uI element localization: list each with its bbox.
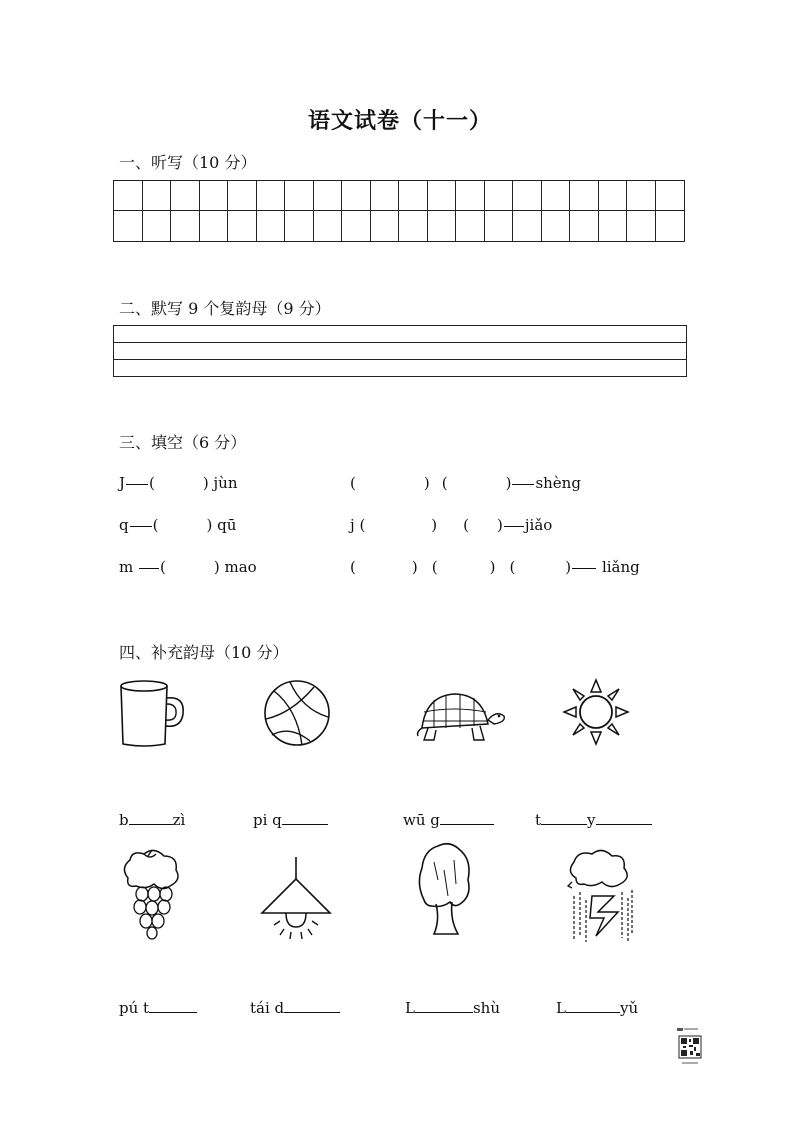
dash-line <box>504 526 524 527</box>
answer-blank[interactable] <box>284 998 340 1013</box>
grid-cell[interactable] <box>143 211 172 241</box>
fill-paren: ( <box>160 558 166 576</box>
grid-cell[interactable] <box>456 181 485 211</box>
word-text: b <box>119 811 129 829</box>
answer-blank[interactable] <box>566 998 620 1013</box>
fill-text: jùn <box>213 474 238 492</box>
grid-cell[interactable] <box>342 181 371 211</box>
fill-row-3-left <box>119 558 257 576</box>
grid-cell[interactable] <box>656 211 685 241</box>
grid-cell[interactable] <box>200 181 229 211</box>
word-1 <box>119 810 185 829</box>
fill-paren: ) <box>505 474 512 492</box>
tree-icon <box>414 840 474 940</box>
dash-line <box>130 526 152 527</box>
grid-cell[interactable] <box>428 181 457 211</box>
fill-row-1-right <box>350 474 581 492</box>
section-4-heading: 四、补充韵母（10 分） <box>119 643 289 662</box>
grid-cell[interactable] <box>656 181 685 211</box>
fill-paren: ) <box>489 558 496 576</box>
grid-cell[interactable] <box>513 181 542 211</box>
grid-cell[interactable] <box>285 211 314 241</box>
fill-text: jiǎo <box>524 516 553 534</box>
writing-lines[interactable] <box>113 325 687 377</box>
fill-row-3-right <box>350 558 640 576</box>
grid-cell[interactable] <box>314 211 343 241</box>
answer-blank[interactable] <box>129 810 173 825</box>
fill-paren: ( <box>149 474 155 492</box>
word-2 <box>253 810 328 829</box>
word-8 <box>556 998 638 1017</box>
fill-paren: ( <box>350 558 356 576</box>
ball-icon <box>262 679 332 747</box>
word-text: wū g <box>403 811 440 829</box>
grid-cell[interactable] <box>171 181 200 211</box>
answer-blank[interactable] <box>149 998 197 1013</box>
fill-text: shèng <box>535 474 581 492</box>
fill-text: mao <box>224 558 257 576</box>
fill-paren: ) <box>202 474 209 492</box>
fill-paren: ) <box>431 516 438 534</box>
grid-cell[interactable] <box>542 181 571 211</box>
qr-code-icon <box>676 1026 704 1068</box>
grid-cell[interactable] <box>114 211 143 241</box>
word-7 <box>405 998 500 1017</box>
grid-cell[interactable] <box>114 181 143 211</box>
grapes-icon <box>118 848 183 940</box>
grid-cell[interactable] <box>257 211 286 241</box>
answer-blank[interactable] <box>596 810 652 825</box>
word-text: L <box>405 999 415 1017</box>
turtle-icon <box>414 688 509 746</box>
grid-cell[interactable] <box>599 211 628 241</box>
word-text: y <box>587 811 596 829</box>
fill-paren: ( <box>509 558 516 576</box>
grid-cell[interactable] <box>513 211 542 241</box>
word-3 <box>403 810 494 829</box>
grid-cell[interactable] <box>143 181 172 211</box>
fill-text: liǎng <box>601 558 640 576</box>
answer-blank[interactable] <box>440 810 494 825</box>
word-text: pi q <box>253 811 282 829</box>
fill-row-2-left <box>119 516 236 534</box>
cup-icon <box>115 676 190 751</box>
grid-cell[interactable] <box>200 211 229 241</box>
grid-cell[interactable] <box>342 211 371 241</box>
answer-blank[interactable] <box>415 998 473 1013</box>
fill-paren: ( <box>350 474 356 492</box>
grid-cell[interactable] <box>485 211 514 241</box>
fill-text: q <box>119 516 129 534</box>
fill-text: J <box>119 474 126 492</box>
answer-blank[interactable] <box>282 810 328 825</box>
grid-cell[interactable] <box>371 211 400 241</box>
page-title: 语文试卷（十一） <box>307 108 492 134</box>
word-text: tái d <box>250 999 285 1017</box>
grid-cell[interactable] <box>257 181 286 211</box>
grid-cell[interactable] <box>428 211 457 241</box>
word-6 <box>250 998 340 1017</box>
fill-paren: ) <box>565 558 572 576</box>
word-text: t <box>535 811 542 829</box>
dash-line <box>512 484 534 485</box>
fill-paren: ( <box>152 516 159 534</box>
section-1-heading: 一、听写（10 分） <box>119 153 257 172</box>
fill-paren: ) <box>497 516 503 534</box>
dash-line <box>139 568 159 569</box>
fill-paren: ( <box>359 516 366 534</box>
grid-cell[interactable] <box>228 211 257 241</box>
grid-cell[interactable] <box>627 211 656 241</box>
grid-cell[interactable] <box>228 181 257 211</box>
grid-cell[interactable] <box>542 211 571 241</box>
fill-text: j <box>350 516 355 534</box>
grid-cell[interactable] <box>399 181 428 211</box>
dash-line <box>126 484 148 485</box>
sun-icon <box>556 672 636 752</box>
fill-paren: ( <box>463 516 470 534</box>
word-text: pú t <box>119 999 150 1017</box>
dictation-grid[interactable] <box>113 180 685 242</box>
grid-cell[interactable] <box>627 181 656 211</box>
writing-line[interactable] <box>114 360 686 376</box>
storm-icon <box>562 848 638 944</box>
fill-paren: ( <box>431 558 438 576</box>
lamp-icon <box>258 855 334 940</box>
word-text: zì <box>172 811 186 829</box>
grid-cell[interactable] <box>570 181 599 211</box>
grid-cell[interactable] <box>285 181 314 211</box>
grid-cell[interactable] <box>314 181 343 211</box>
fill-paren: ) <box>213 558 220 576</box>
fill-paren: ) <box>206 516 213 534</box>
word-5 <box>119 998 197 1017</box>
fill-row-1-left <box>119 474 238 492</box>
dash-line <box>572 568 596 569</box>
grid-cell[interactable] <box>485 181 514 211</box>
fill-paren: ) <box>411 558 418 576</box>
section-3-heading: 三、填空（6 分） <box>119 433 247 452</box>
word-4 <box>535 810 652 829</box>
grid-cell[interactable] <box>171 211 200 241</box>
fill-text: m <box>119 558 134 576</box>
word-text: shù <box>472 999 500 1017</box>
fill-paren: ( <box>441 474 448 492</box>
grid-cell[interactable] <box>456 211 485 241</box>
grid-cell[interactable] <box>599 181 628 211</box>
fill-text: qū <box>217 516 237 534</box>
fill-row-2-right <box>350 516 552 534</box>
word-text: yǔ <box>619 999 639 1017</box>
section-2-heading: 二、默写 9 个复韵母（9 分） <box>119 299 331 318</box>
writing-line[interactable] <box>114 343 686 360</box>
grid-cell[interactable] <box>371 181 400 211</box>
writing-line[interactable] <box>114 326 686 343</box>
grid-cell[interactable] <box>399 211 428 241</box>
fill-paren: ) <box>423 474 430 492</box>
word-text: L <box>556 999 566 1017</box>
answer-blank[interactable] <box>541 810 587 825</box>
grid-cell[interactable] <box>570 211 599 241</box>
